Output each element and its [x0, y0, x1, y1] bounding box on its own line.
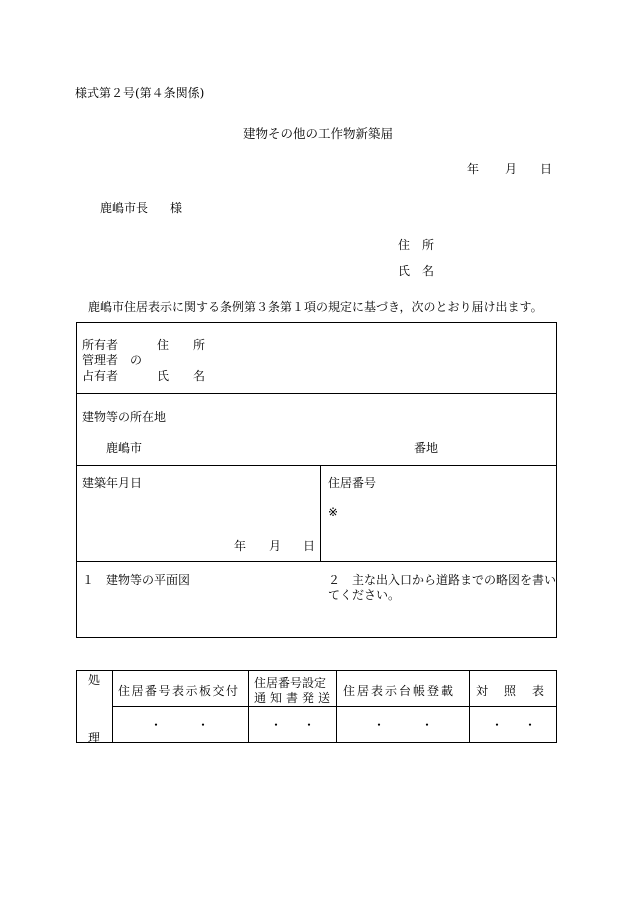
location-city: 鹿嶋市 [106, 441, 143, 455]
date-year: 年 [467, 162, 480, 176]
processing-dot: ・ [150, 718, 163, 732]
owner-role-owner: 所有者 [82, 338, 119, 352]
processing-dot: ・ [303, 718, 316, 732]
build-date-month: 月 [269, 539, 282, 553]
route-map-label-line1: ２ 主な出入口から道路までの略図を書い [328, 573, 557, 587]
processing-col-3 [336, 670, 337, 743]
col-divider-build [320, 465, 321, 561]
form-title: 建物その他の工作物新築届 [243, 126, 394, 141]
residence-number-mark: ※ [328, 505, 339, 519]
owner-address-label: 住 所 [157, 338, 206, 352]
header-number-setting-line2: 通知書発送 [254, 691, 335, 705]
addressee-honorific: 様 [170, 201, 183, 215]
processing-col-1 [112, 670, 113, 743]
owner-role-manager: 管理者 の [82, 353, 143, 367]
processing-label-top: 処 [88, 673, 101, 687]
applicant-address-label: 住 所 [398, 238, 435, 252]
header-number-setting-line1: 住居番号設定 [254, 676, 327, 690]
build-date-label: 建築年月日 [82, 476, 143, 490]
residence-number-label: 住居番号 [328, 476, 377, 490]
row-divider-3 [76, 561, 557, 562]
location-suffix: 番地 [414, 441, 439, 455]
form-number: 様式第２号(第４条関係) [75, 86, 205, 100]
date-month: 月 [505, 162, 518, 176]
processing-dot: ・ [373, 718, 386, 732]
processing-label-bottom: 理 [88, 731, 101, 745]
date-day: 日 [540, 162, 553, 176]
owner-name-label: 氏 名 [157, 369, 206, 383]
build-date-year: 年 [234, 539, 247, 553]
processing-row-divider [112, 706, 557, 707]
header-ledger-entry: 住居表示台帳登載 [343, 684, 456, 698]
processing-dot: ・ [421, 718, 434, 732]
owner-role-occupant: 占有者 [82, 369, 119, 383]
processing-dot: ・ [524, 718, 537, 732]
processing-col-2 [248, 670, 249, 743]
processing-dot: ・ [197, 718, 210, 732]
build-date-day: 日 [303, 539, 316, 553]
processing-dot: ・ [270, 718, 283, 732]
main-form-table [76, 322, 557, 638]
floor-plan-label: １ 建物等の平面図 [82, 573, 191, 587]
location-label: 建物等の所在地 [82, 410, 167, 424]
processing-col-4 [469, 670, 470, 743]
route-map-label-line2: てください。 [328, 588, 401, 602]
applicant-name-label: 氏 名 [398, 264, 435, 278]
row-divider-1 [76, 393, 557, 394]
processing-dot: ・ [491, 718, 504, 732]
header-plate-issue: 住居番号表示板交付 [118, 684, 240, 698]
row-divider-2 [76, 465, 557, 466]
addressee-name: 鹿嶋市長 [100, 201, 149, 215]
header-comparison-table: 対 照 表 [476, 684, 547, 698]
intro-text: 鹿嶋市住居表示に関する条例第３条第１項の規定に基づき，次のとおり届け出ます。 [88, 300, 543, 314]
